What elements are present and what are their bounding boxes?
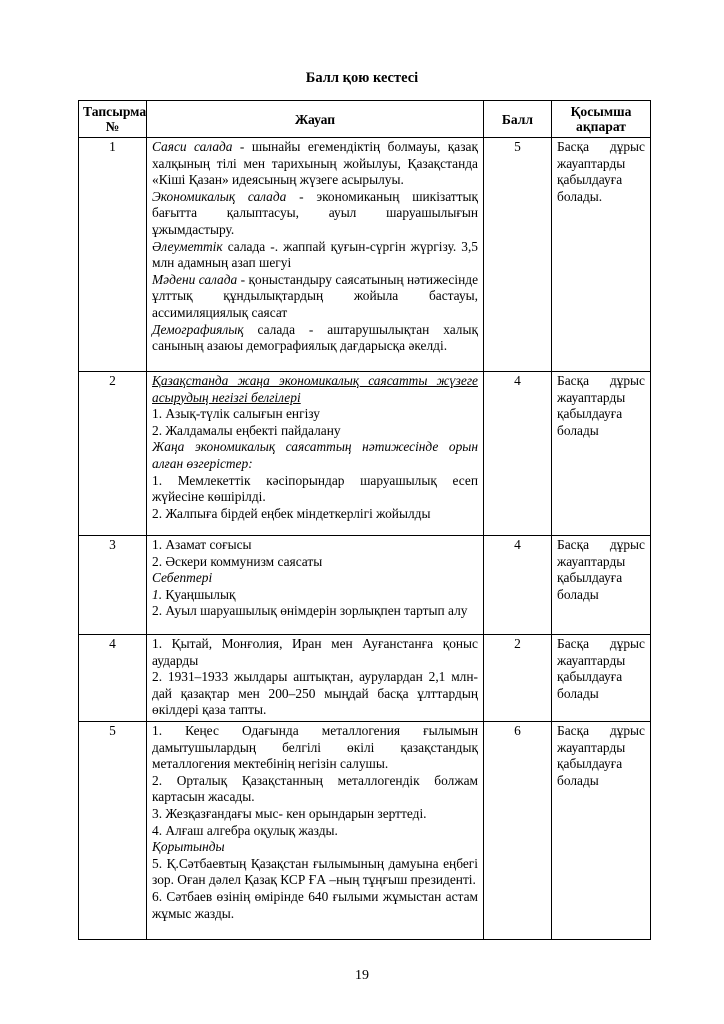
answer-item: 2. 1931–1933 жылдары аштықтан, аурулардан 2,1 млн-дай қазақтар мен 200–250 мыңдай басқа ұлттардың өкілдері қаза тапты. xyxy=(152,669,478,718)
score-value: 6 xyxy=(484,722,552,940)
answer-cell xyxy=(147,536,484,635)
answer-line xyxy=(152,272,478,322)
task-number: 2 xyxy=(79,372,147,536)
answer-text: - шынайы егемендіктің болмауы, қазақ халқының тілі мен тарихының жойылуы, Қазақстанда «Кіші Қазан» идеясының жүзеге асырылуы. xyxy=(152,139,478,188)
score-value: 4 xyxy=(484,536,552,635)
table-row xyxy=(79,536,651,635)
page-number: 19 xyxy=(355,968,369,983)
item-number: 1. xyxy=(152,586,163,602)
answer-item: 5. Қ.Сәтбаевтың Қазақстан ғылымының дамуына еңбегі зор. Оған дәлел Қазақ КСР ҒА –ның тұңғыш президенті. xyxy=(152,855,478,888)
answer-label: Мәдени салада xyxy=(152,271,238,287)
answer-item: 1. Қытай, Монғолия, Иран мен Ауғанстанға қоныс аударды xyxy=(152,636,478,668)
answer-line xyxy=(152,239,478,272)
answer-heading: Себептері xyxy=(152,570,213,586)
answer-text: - экономиканың шикізаттық бағытта қалыптасуы, ауыл шаруашылығын ұжымдастыру. xyxy=(152,188,479,237)
answer-item: 1. Мемлекеттік кәсіпорындар шаруашылық есеп жүйесіне көшірілді. xyxy=(152,472,478,505)
answer-label: Экономикалық салада xyxy=(152,188,287,204)
answer-line xyxy=(152,189,478,239)
task-number: 5 xyxy=(79,722,147,940)
answer-item: 3. Жезқазғандағы мыс- кен орындарын зерттеді. xyxy=(152,805,427,821)
score-value: 5 xyxy=(484,138,552,372)
extra-info: Басқа дұрыс жауаптарды қабылдауға болады. xyxy=(552,138,651,372)
answer-heading: Жаңа экономикалық саясаттың нәтижесінде орын алған өзгерістер: xyxy=(152,439,478,471)
answer-item: 1. Азамат соғысы xyxy=(152,537,252,552)
answer-line xyxy=(152,139,478,189)
score-value: 4 xyxy=(484,372,552,536)
answer-item xyxy=(152,587,478,604)
answer-heading: Қорытынды xyxy=(152,839,225,855)
grading-table xyxy=(78,100,651,940)
extra-info: Басқа дұрыс жауаптарды қабылдауға болады xyxy=(552,722,651,940)
table-row xyxy=(79,138,651,372)
task-number: 1 xyxy=(79,138,147,372)
answer-item: 1. Азық-түлік салығын енгізу xyxy=(152,406,320,422)
item-text: Қуаңшылық xyxy=(162,586,236,602)
extra-info: Басқа дұрыс жауаптарды қабылдауға болады xyxy=(552,536,651,635)
extra-info: Басқа дұрыс жауаптарды қабылдауға болады xyxy=(552,372,651,536)
task-number: 3 xyxy=(79,536,147,635)
header-score: Балл xyxy=(484,101,552,138)
answer-item: 6. Сәтбаев өзінің өмірінде 640 ғылыми жұмыстан астам жұмыс жазды. xyxy=(152,888,478,921)
answer-cell xyxy=(147,722,484,940)
header-extra: Қосымша ақпарат xyxy=(552,101,651,138)
table-row xyxy=(79,372,651,536)
answer-label: Демографиялық xyxy=(152,321,244,337)
table-header-row xyxy=(79,101,651,138)
answer-text: - қоныстандыру саясатының нәтижесінде ұлттық құндылықтардың жойыла бастауы, ассимиляциялық саясат xyxy=(152,271,479,320)
answer-cell xyxy=(147,138,484,372)
task-number: 4 xyxy=(79,635,147,722)
score-value: 2 xyxy=(484,635,552,722)
answer-item: 2. Ауыл шаруашылық өнімдерін зорлықпен тартып алу xyxy=(152,603,468,619)
answer-label: Саяси салада xyxy=(152,139,233,154)
answer-cell xyxy=(147,635,484,722)
answer-text: салада -. жаппай қуғын-сүргін жүргізу. 3,5 млн адамның азап шегуі xyxy=(152,238,478,271)
extra-info: Басқа дұрыс жауаптарды қабылдауға болады xyxy=(552,635,651,722)
answer-label: Әлеуметтік xyxy=(152,238,223,254)
header-answer: Жауап xyxy=(147,101,484,138)
table-row xyxy=(79,635,651,722)
answer-text: салада - аштарушылықтан халық санының азаюы демографиялық дағдарысқа әкелді. xyxy=(152,321,478,354)
answer-heading: Қазақстанда жаңа экономикалық саясатты жүзеге асырудың негізгі белгілері xyxy=(152,373,478,405)
answer-cell xyxy=(147,372,484,536)
answer-item: 2. Әскери коммунизм саясаты xyxy=(152,553,323,569)
page-title: Балл қою кестесі xyxy=(305,70,419,86)
answer-item: 2. Жалдамалы еңбекті пайдалану xyxy=(152,422,341,438)
header-task-no: Тапсырма № xyxy=(79,101,147,138)
answer-item: 4. Алғаш алгебра оқулық жазды. xyxy=(152,822,338,838)
answer-item: 2. Жалпыға бірдей еңбек міндеткерлігі жойылды xyxy=(152,505,431,521)
answer-item: 2. Орталық Қазақстанның металлогендік болжам картасын жасады. xyxy=(152,772,478,805)
answer-line xyxy=(152,322,478,355)
answer-item: 1. Кеңес Одағында металлогения ғылымын дамытушылардың белгілі өкілі қазақстандық металлогения мектебінің негізін салушы. xyxy=(152,723,478,772)
table-row xyxy=(79,722,651,940)
